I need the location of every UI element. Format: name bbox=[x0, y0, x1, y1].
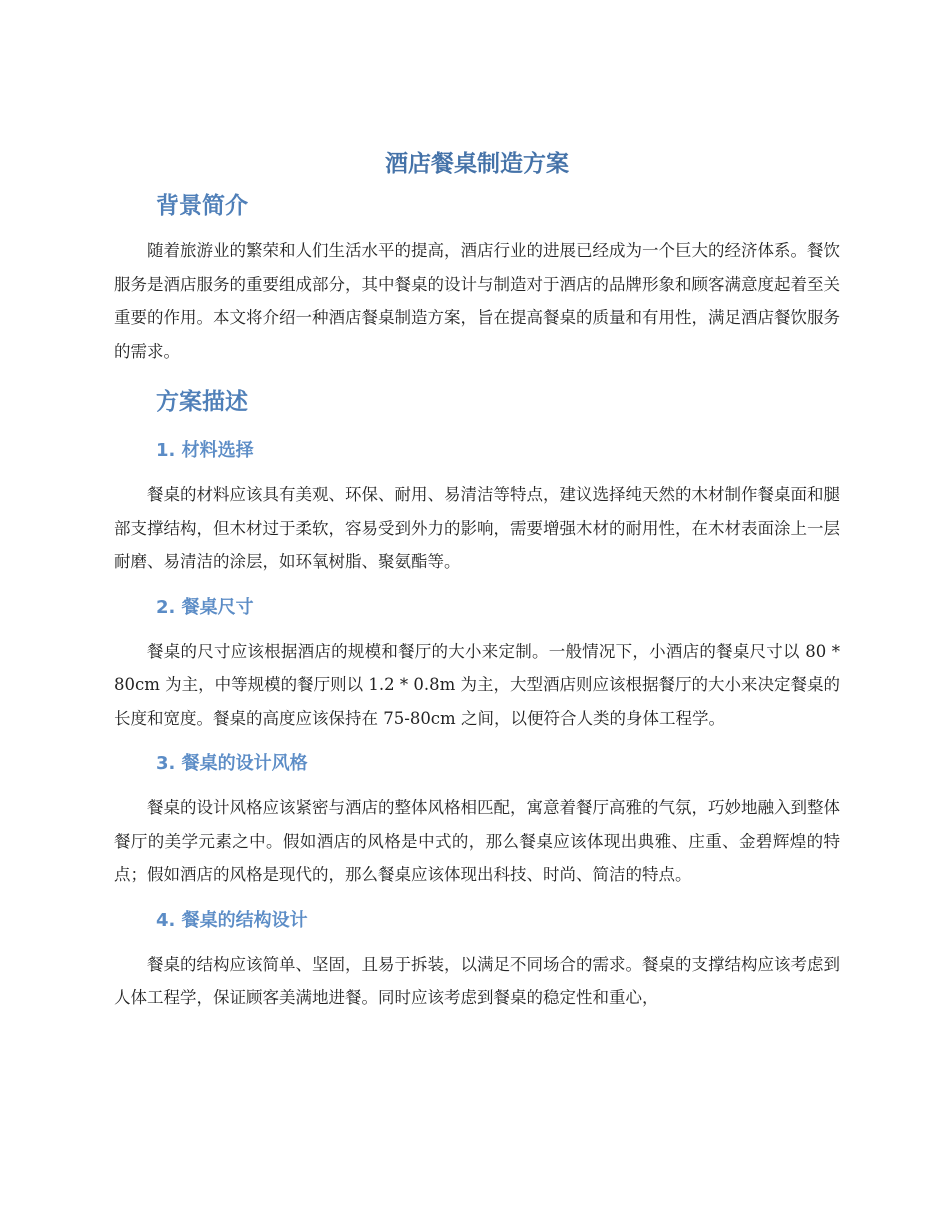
subsection-heading-structure: 4. 餐桌的结构设计 bbox=[156, 909, 308, 931]
size-paragraph: 餐桌的尺寸应该根据酒店的规模和餐厅的大小来定制。一般情况下，小酒店的餐桌尺寸以 80 * 80cm 为主，中等规模的餐厅则以 1.2 * 0.8m 为主，大型酒店则应该根据餐厅的大小来决定餐桌的长度和宽度。餐桌的高度应该保持在 75-80cm 之间，以便符合人类的身体工程学。 bbox=[114, 641, 840, 728]
subsection-heading-size: 2. 餐桌尺寸 bbox=[156, 596, 254, 618]
section-heading-background: 背景简介 bbox=[156, 193, 248, 219]
subsection-heading-materials: 1. 材料选择 bbox=[156, 440, 254, 461]
subsection-heading-style: 3. 餐桌的设计风格 bbox=[156, 753, 308, 774]
style-paragraph: 餐桌的设计风格应该紧密与酒店的整体风格相匹配，寓意着餐厅高雅的气氛，巧妙地融入到整体餐厅的美学元素之中。假如酒店的风格是中式的，那么餐桌应该体现出典雅、庄重、金碧辉煌的特点；假如酒店的风格是现代的，那么餐桌应该体现出科技、时尚、简洁的特点。 bbox=[114, 798, 840, 884]
document-title: 酒店餐桌制造方案 bbox=[385, 151, 569, 177]
section-heading-plan: 方案描述 bbox=[156, 389, 248, 415]
structure-paragraph: 餐桌的结构应该简单、坚固，且易于拆装，以满足不同场合的需求。餐桌的支撑结构应该考虑到人体工程学，保证顾客美满地进餐。同时应该考虑到餐桌的稳定性和重心， bbox=[114, 954, 840, 1007]
background-paragraph: 随着旅游业的繁荣和人们生活水平的提高，酒店行业的进展已经成为一个巨大的经济体系。餐饮服务是酒店服务的重要组成部分，其中餐桌的设计与制造对于酒店的品牌形象和顾客满意度起着至关重要的作用。本文将介绍一种酒店餐桌制造方案，旨在提高餐桌的质量和有用性，满足酒店餐饮服务的需求。 bbox=[114, 241, 840, 361]
materials-paragraph: 餐桌的材料应该具有美观、环保、耐用、易清洁等特点，建议选择纯天然的木材制作餐桌面和腿部支撑结构，但木材过于柔软，容易受到外力的影响，需要增强木材的耐用性，在木材表面涂上一层耐磨、易清洁的涂层，如环氧树脂、聚氨酯等。 bbox=[114, 485, 840, 571]
